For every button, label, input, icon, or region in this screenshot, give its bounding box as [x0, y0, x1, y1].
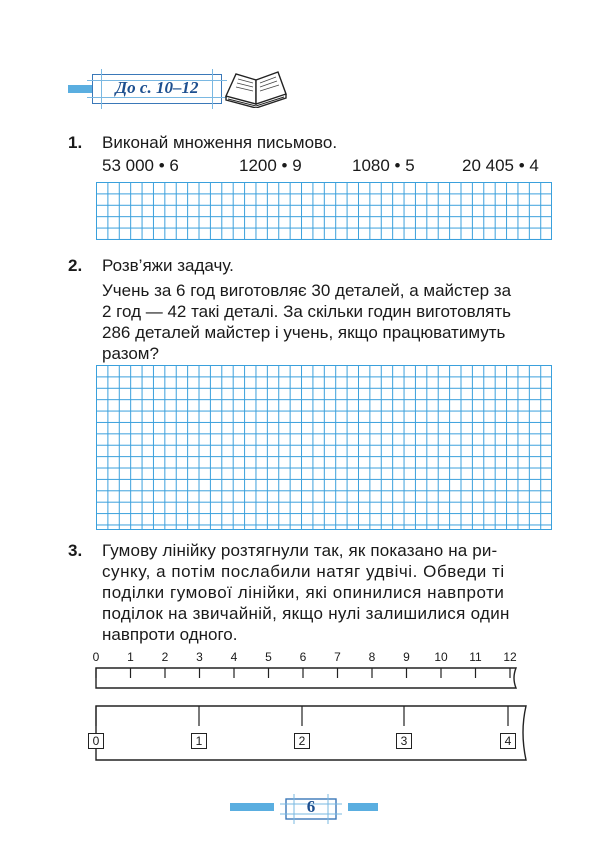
task2-line-2: 2 год — 42 такі деталі. За скільки годин виготовлять	[102, 302, 511, 321]
grid-area-2[interactable]	[96, 365, 552, 530]
ruler-label-3: 3	[196, 650, 203, 664]
expression-1: 53 000 • 6	[102, 156, 179, 175]
task3-line-2: сунку, а потім послабили натяг удвічі. Обведи ті	[102, 562, 505, 581]
ruler-label-2: 2	[161, 650, 169, 664]
rubber-label-0[interactable]: 0	[88, 733, 104, 749]
task3-line-1: Гумову лінійку розтягнули так, як показано на ри-	[102, 541, 498, 560]
ruler-label-12: 12	[503, 650, 517, 664]
ruler-label-4: 4	[230, 650, 238, 664]
page-number: 6	[306, 797, 316, 816]
task2-line-4: разом?	[102, 344, 159, 363]
footer-bar-right	[348, 803, 378, 811]
expression-2: 1200 • 9	[239, 156, 302, 175]
ruler-label-11: 11	[469, 650, 482, 664]
task3-line-3: поділки гумової лінійки, які опинилися навпроти	[102, 583, 505, 602]
task3-number: 3.	[68, 541, 83, 560]
ruler-label-9: 9	[403, 650, 410, 664]
expression-3: 1080 • 5	[352, 156, 415, 175]
task2-number: 2.	[68, 256, 83, 275]
ruler-label-1: 1	[127, 650, 134, 664]
standard-ruler	[90, 664, 530, 694]
ruler-label-10: 10	[434, 650, 448, 664]
section-reference: До с. 10–12	[115, 78, 199, 97]
rubber-label-1[interactable]: 1	[191, 733, 207, 749]
rubber-label-4[interactable]: 4	[500, 733, 516, 749]
task1-number: 1.	[68, 133, 83, 152]
grid-area-1[interactable]	[96, 182, 552, 240]
task3-line-5: навпроти одного.	[102, 625, 238, 644]
book-icon	[222, 66, 290, 108]
header-bar-left	[68, 85, 92, 93]
ruler-label-5: 5	[265, 650, 272, 664]
ruler-label-8: 8	[368, 650, 376, 664]
rubber-label-3[interactable]: 3	[396, 733, 412, 749]
ruler-label-0: 0	[92, 650, 100, 664]
task2-line-3: 286 деталей майстер і учень, якщо працюватимуть	[102, 323, 506, 342]
rubber-label-2[interactable]: 2	[294, 733, 310, 749]
task1-instruction: Виконай множення письмово.	[102, 133, 338, 152]
footer-bar-left	[230, 803, 274, 811]
task3-line-4: поділок на звичайній, якщо нулі залишилися один	[102, 604, 510, 623]
rubber-ruler	[90, 700, 550, 770]
ruler-label-6: 6	[299, 650, 307, 664]
ruler-label-7: 7	[334, 650, 341, 664]
task2-line-1: Учень за 6 год виготовляє 30 деталей, а майстер за	[102, 281, 512, 300]
expression-4: 20 405 • 4	[462, 156, 539, 175]
task2-instruction: Розв’яжи задачу.	[102, 256, 234, 275]
